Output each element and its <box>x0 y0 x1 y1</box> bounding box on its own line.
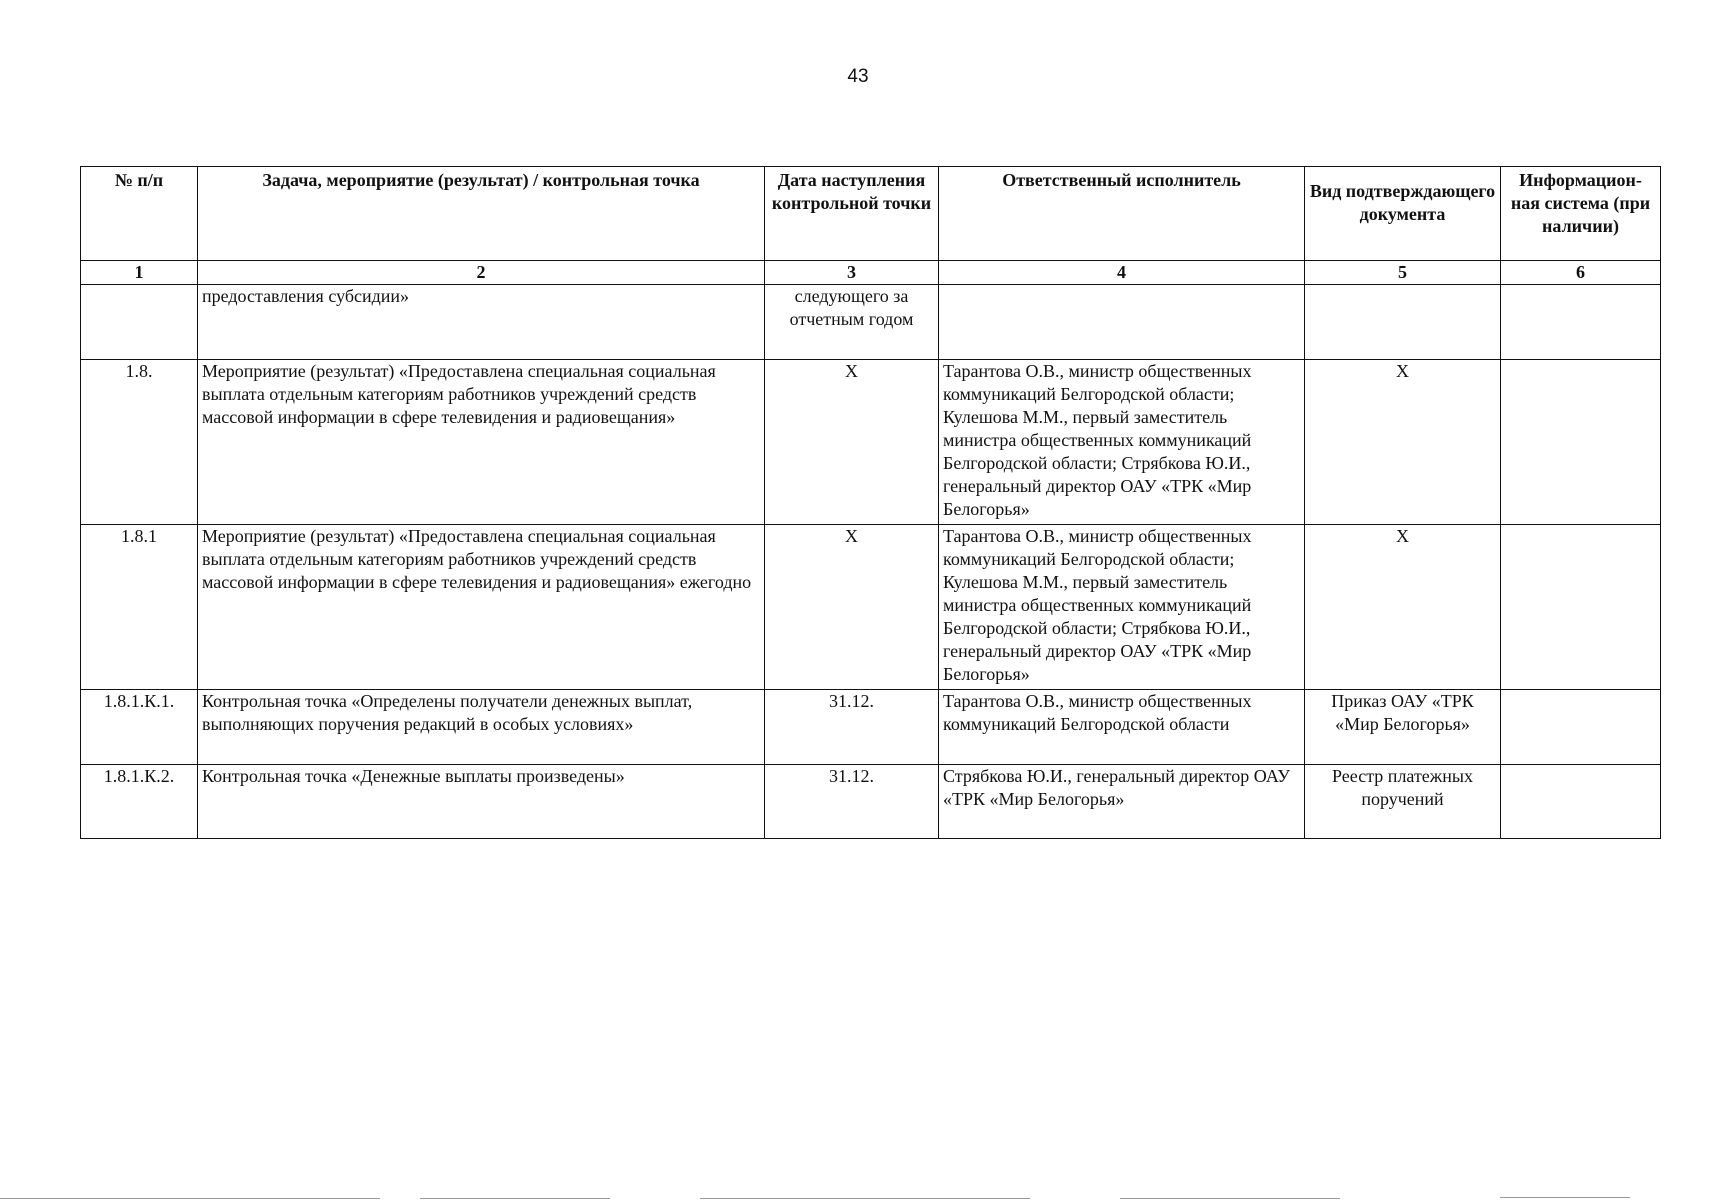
column-number: 3 <box>765 261 939 285</box>
row-number: 1.8.1.К.1. <box>81 690 198 765</box>
header-row <box>81 167 1661 261</box>
column-number: 4 <box>939 261 1305 285</box>
row-date: Х <box>765 525 939 690</box>
row-document: Реестр платежных поручений <box>1305 765 1501 839</box>
row-responsible: Тарантова О.В., министр общественных коммуникаций Белгородской области; Кулешова М.М., первый заместитель министра общественных коммуникаций Белгородской области; Стрябкова Ю.И., генеральный директор ОАУ «ТРК «Мир Белогорья» <box>939 525 1305 690</box>
row-info-system <box>1501 690 1661 765</box>
row-info-system <box>1501 525 1661 690</box>
row-task: Мероприятие (результат) «Предоставлена специальная социальная выплата отдельным категориям работников учреждений средств массовой информации в сфере телевидения и радиовещания» ежегодно <box>198 525 765 690</box>
row-info-system <box>1501 765 1661 839</box>
column-number: 6 <box>1501 261 1661 285</box>
row-document <box>1305 285 1501 360</box>
table-row <box>81 360 1661 525</box>
row-date: 31.12. <box>765 690 939 765</box>
header-num: № п/п <box>81 167 198 261</box>
scan-artifact <box>700 1198 1030 1199</box>
row-number: 1.8.1 <box>81 525 198 690</box>
row-info-system <box>1501 360 1661 525</box>
row-document: Х <box>1305 525 1501 690</box>
row-number <box>81 285 198 360</box>
row-task: Контрольная точка «Определены получатели денежных выплат, выполняющих поручения редакций в особых условиях» <box>198 690 765 765</box>
row-task: Контрольная точка «Денежные выплаты произведены» <box>198 765 765 839</box>
row-responsible: Стрябкова Ю.И., генеральный директор ОАУ «ТРК «Мир Белогорья» <box>939 765 1305 839</box>
header-doc: Вид подтверждающего документа <box>1305 167 1501 261</box>
plan-table <box>80 166 1661 839</box>
row-task: Мероприятие (результат) «Предоставлена специальная социальная выплата отдельным категориям работников учреждений средств массовой информации в сфере телевидения и радиовещания» <box>198 360 765 525</box>
row-document: Приказ ОАУ «ТРК «Мир Белогорья» <box>1305 690 1501 765</box>
row-number: 1.8.1.К.2. <box>81 765 198 839</box>
column-number: 1 <box>81 261 198 285</box>
table-row <box>81 285 1661 360</box>
column-number: 5 <box>1305 261 1501 285</box>
row-task: предоставления субсидии» <box>198 285 765 360</box>
table-row <box>81 765 1661 839</box>
row-date: 31.12. <box>765 765 939 839</box>
scan-artifact <box>420 1198 610 1199</box>
page-number: 43 <box>847 66 869 87</box>
header-info: Информацион-ная система (при наличии) <box>1501 167 1661 261</box>
column-number-row <box>81 261 1661 285</box>
row-responsible: Тарантова О.В., министр общественных коммуникаций Белгородской области <box>939 690 1305 765</box>
column-number: 2 <box>198 261 765 285</box>
row-date: следующего за отчетным годом <box>765 285 939 360</box>
header-responsible: Ответственный исполнитель <box>939 167 1305 261</box>
row-date: Х <box>765 360 939 525</box>
header-task: Задача, мероприятие (результат) / контрольная точка <box>198 167 765 261</box>
row-document: Х <box>1305 360 1501 525</box>
row-responsible <box>939 285 1305 360</box>
row-info-system <box>1501 285 1661 360</box>
scan-artifact <box>1500 1197 1630 1198</box>
table-row <box>81 690 1661 765</box>
scan-artifact <box>1120 1198 1340 1199</box>
header-date: Дата наступления контрольной точки <box>765 167 939 261</box>
row-number: 1.8. <box>81 360 198 525</box>
table-row <box>81 525 1661 690</box>
scan-artifact <box>0 1198 380 1199</box>
row-responsible: Тарантова О.В., министр общественных коммуникаций Белгородской области; Кулешова М.М., первый заместитель министра общественных коммуникаций Белгородской области; Стрябкова Ю.И., генеральный директор ОАУ «ТРК «Мир Белогорья» <box>939 360 1305 525</box>
